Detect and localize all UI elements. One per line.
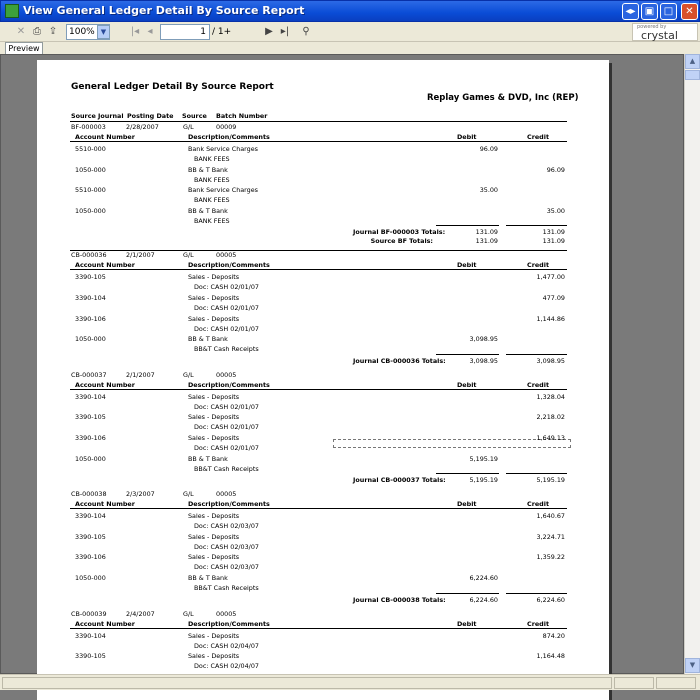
posting-date: 2/1/2007 xyxy=(126,251,155,260)
page-total: / 1+ xyxy=(212,27,232,37)
debit-amount: 3,098.95 xyxy=(469,335,498,344)
line-comment: Doc: CASH 02/01/07 xyxy=(194,324,259,333)
credit-amount: 3,224.71 xyxy=(536,532,565,541)
col-debit-header: Debit xyxy=(457,261,477,270)
credit-amount: 1,328.04 xyxy=(536,392,565,401)
col-desc-header: Description/Comments xyxy=(188,133,270,141)
line-comment: Doc: CASH 02/04/07 xyxy=(194,662,259,671)
line-comment: Doc: CASH 02/03/07 xyxy=(194,542,259,551)
col-account-header: Account Number xyxy=(75,500,135,509)
line-description: Sales - Deposits xyxy=(188,294,240,302)
line-comment: BANK FEES xyxy=(194,175,230,184)
export-icon[interactable]: ⇪ xyxy=(48,26,58,37)
posting-date: 2/4/2007 xyxy=(126,609,155,618)
restore-icon[interactable]: ◂▸ xyxy=(622,3,639,20)
batch-number: 00005 xyxy=(216,251,237,260)
col-account-header: Account Number xyxy=(75,619,135,628)
batch-number: 00005 xyxy=(216,609,237,618)
col-credit-header: Credit xyxy=(527,133,549,141)
source-code: G/L xyxy=(183,370,194,379)
credit-amount: 1,649.13 xyxy=(536,434,565,442)
line-comment: Doc: CASH 02/01/07 xyxy=(194,402,259,411)
debit-amount: 35.00 xyxy=(479,186,498,195)
total-rule xyxy=(436,354,499,355)
col-account-header: Account Number xyxy=(75,261,135,270)
total-rule xyxy=(506,354,567,355)
prev-page-icon[interactable]: ◂ xyxy=(147,26,153,37)
col-credit-header: Credit xyxy=(527,619,549,628)
account-number: 1050-000 xyxy=(75,454,106,463)
status-pane xyxy=(656,677,696,689)
help-icon[interactable]: ▣ xyxy=(641,3,658,20)
posting-date: 2/1/2007 xyxy=(126,370,155,379)
status-pane xyxy=(614,677,654,689)
line-description: Sales - Deposits xyxy=(188,434,240,442)
batch-number: 00009 xyxy=(216,123,237,131)
posting-date: 2/3/2007 xyxy=(126,490,155,499)
credit-amount: 874.20 xyxy=(542,631,565,640)
account-number: 5510-000 xyxy=(75,145,106,153)
header-source: Source xyxy=(182,112,207,120)
header-posting-date: Posting Date xyxy=(127,112,174,120)
credit-amount: 35.00 xyxy=(546,206,565,215)
powered-by-label: powered by xyxy=(637,24,667,30)
line-comment: Doc: CASH 02/01/07 xyxy=(194,423,259,432)
total-rule xyxy=(436,473,499,474)
line-comment: BB&T Cash Receipts xyxy=(194,464,259,473)
tab-strip xyxy=(0,42,700,54)
col-credit-header: Credit xyxy=(527,261,549,270)
account-number: 3390-104 xyxy=(75,392,106,401)
line-comment: Doc: CASH 02/01/07 xyxy=(194,304,259,312)
source-code: G/L xyxy=(183,609,194,618)
account-number: 3390-105 xyxy=(75,273,106,282)
divider xyxy=(70,269,567,270)
report-title: General Ledger Detail By Source Report xyxy=(71,82,274,92)
line-description: Sales - Deposits xyxy=(188,273,240,282)
line-comment: Doc: CASH 02/03/07 xyxy=(194,522,259,531)
crystal-logo xyxy=(632,23,698,41)
line-comment: BB&T Cash Receipts xyxy=(194,584,259,592)
account-number: 1050-000 xyxy=(75,574,106,582)
account-number: 3390-106 xyxy=(75,553,106,562)
account-number: 5510-000 xyxy=(75,186,106,195)
journal-number: CB-000037 xyxy=(71,370,107,379)
first-page-icon[interactable]: |◂ xyxy=(130,26,140,37)
account-number: 3390-104 xyxy=(75,512,106,521)
close-button[interactable]: ✕ xyxy=(681,3,698,20)
header-batch-number: Batch Number xyxy=(216,112,268,120)
line-description: Sales - Deposits xyxy=(188,314,240,323)
account-number: 3390-105 xyxy=(75,413,106,422)
credit-amount: 477.09 xyxy=(542,294,565,302)
debit-amount: 96.09 xyxy=(479,145,498,153)
line-description: BB & T Bank xyxy=(188,574,228,582)
account-number: 1050-000 xyxy=(75,165,106,174)
scroll-thumb[interactable] xyxy=(685,70,700,80)
credit-amount: 1,144.86 xyxy=(536,314,565,323)
line-description: Sales - Deposits xyxy=(188,631,240,640)
col-desc-header: Description/Comments xyxy=(188,500,270,509)
journal-totals-label: Journal CB-000037 Totals: xyxy=(353,476,446,485)
account-number: 1050-000 xyxy=(75,206,106,215)
line-comment: Doc: CASH 02/04/07 xyxy=(194,641,259,650)
total-rule xyxy=(506,225,567,226)
report-viewport xyxy=(0,54,684,674)
journal-number: CB-000039 xyxy=(71,609,107,618)
print-icon[interactable]: ⎙ xyxy=(33,26,41,37)
account-number: 3390-106 xyxy=(75,434,106,442)
total-debit: 131.09 xyxy=(475,228,498,237)
zoom-select[interactable]: 100% xyxy=(66,24,110,40)
credit-amount: 1,164.48 xyxy=(536,652,565,661)
next-page-icon[interactable]: ▶ xyxy=(265,26,273,37)
line-comment: BANK FEES xyxy=(194,216,230,225)
col-debit-header: Debit xyxy=(457,500,477,509)
account-number: 3390-106 xyxy=(75,314,106,323)
status-pane xyxy=(2,677,612,689)
line-comment: Doc: CASH 02/03/07 xyxy=(194,563,259,572)
col-debit-header: Debit xyxy=(457,619,477,628)
journal-totals-label: Journal CB-000036 Totals: xyxy=(353,356,446,365)
crystal-label: crystal xyxy=(641,29,678,42)
credit-amount: 96.09 xyxy=(546,165,565,174)
close-report-icon[interactable]: ✕ xyxy=(16,26,26,37)
line-description: Sales - Deposits xyxy=(188,532,240,541)
total-credit: 131.09 xyxy=(542,228,565,237)
total-credit: 3,098.95 xyxy=(536,356,565,365)
divider xyxy=(70,389,567,390)
divider xyxy=(70,628,567,629)
journal-number: BF-000003 xyxy=(71,123,106,131)
posting-date: 2/28/2007 xyxy=(126,123,159,131)
page-number-input[interactable]: 1 xyxy=(160,24,210,40)
report-page xyxy=(37,60,609,700)
batch-number: 00005 xyxy=(216,370,237,379)
line-description: Sales - Deposits xyxy=(188,652,240,661)
maximize-button[interactable]: □ xyxy=(660,3,677,20)
line-comment: Doc: CASH 02/01/07 xyxy=(194,444,259,452)
company-name: Replay Games & DVD, Inc (REP) xyxy=(427,93,579,103)
line-description: BB & T Bank xyxy=(188,206,228,215)
app-icon xyxy=(5,4,19,18)
credit-amount: 1,640.67 xyxy=(536,512,565,521)
account-number: 1050-000 xyxy=(75,335,106,344)
batch-number: 00005 xyxy=(216,490,237,499)
total-credit: 6,224.60 xyxy=(536,595,565,604)
total-debit: 6,224.60 xyxy=(469,595,498,604)
col-credit-header: Credit xyxy=(527,380,549,389)
col-debit-header: Debit xyxy=(457,380,477,389)
last-page-icon[interactable]: ▸| xyxy=(280,26,290,37)
chevron-down-icon[interactable]: ▼ xyxy=(97,25,110,39)
source-total-credit: 131.09 xyxy=(542,237,565,246)
journal-totals-label: Journal CB-000038 Totals: xyxy=(353,595,446,604)
line-description: Bank Service Charges xyxy=(188,186,258,195)
search-icon[interactable]: ⚲ xyxy=(302,26,310,37)
divider xyxy=(70,508,567,509)
debit-amount: 5,195.19 xyxy=(469,454,498,463)
col-desc-header: Description/Comments xyxy=(188,261,270,270)
tab-preview[interactable]: Preview xyxy=(5,42,43,54)
total-credit: 5,195.19 xyxy=(536,476,565,485)
source-code: G/L xyxy=(183,251,194,260)
debit-amount: 6,224.60 xyxy=(469,574,498,582)
col-desc-header: Description/Comments xyxy=(188,619,270,628)
line-description: Sales - Deposits xyxy=(188,512,240,521)
scroll-up-icon[interactable]: ▲ xyxy=(685,54,700,69)
line-comment: BB&T Cash Receipts xyxy=(194,345,259,354)
scroll-down-icon[interactable]: ▼ xyxy=(685,658,700,673)
source-code: G/L xyxy=(183,490,194,499)
line-description: Bank Service Charges xyxy=(188,145,258,153)
col-credit-header: Credit xyxy=(527,500,549,509)
account-number: 3390-104 xyxy=(75,631,106,640)
divider xyxy=(70,141,567,142)
total-rule xyxy=(506,473,567,474)
journal-totals-label: Journal BF-000003 Totals: xyxy=(353,228,446,237)
credit-amount: 1,477.00 xyxy=(536,273,565,282)
divider xyxy=(70,121,567,122)
toolbar xyxy=(0,22,700,42)
line-description: Sales - Deposits xyxy=(188,392,240,401)
total-rule xyxy=(436,225,499,226)
col-debit-header: Debit xyxy=(457,133,477,141)
journal-number: CB-000036 xyxy=(71,251,107,260)
line-description: BB & T Bank xyxy=(188,335,228,344)
line-description: Sales - Deposits xyxy=(188,553,240,562)
line-comment: BANK FEES xyxy=(194,196,230,205)
status-bar xyxy=(0,674,700,690)
credit-amount: 1,359.22 xyxy=(536,553,565,562)
title-bar xyxy=(0,0,700,22)
credit-amount: 2,218.02 xyxy=(536,413,565,422)
window-title: View General Ledger Detail By Source Report xyxy=(23,4,305,17)
line-description: BB & T Bank xyxy=(188,165,228,174)
header-source-journal: Source Journal xyxy=(71,112,124,120)
total-debit: 5,195.19 xyxy=(469,476,498,485)
account-number: 3390-105 xyxy=(75,652,106,661)
total-rule xyxy=(506,593,567,594)
col-account-header: Account Number xyxy=(75,133,135,141)
col-desc-header: Description/Comments xyxy=(188,380,270,389)
account-number: 3390-104 xyxy=(75,294,106,302)
col-account-header: Account Number xyxy=(75,380,135,389)
journal-number: CB-000038 xyxy=(71,490,107,499)
line-description: BB & T Bank xyxy=(188,454,228,463)
account-number: 3390-105 xyxy=(75,532,106,541)
source-totals-label: Source BF Totals: xyxy=(370,237,433,246)
line-comment: Doc: CASH 02/01/07 xyxy=(194,283,259,292)
line-comment: BANK FEES xyxy=(194,155,230,163)
total-debit: 3,098.95 xyxy=(469,356,498,365)
source-total-debit: 131.09 xyxy=(475,237,498,246)
vertical-scrollbar[interactable] xyxy=(684,54,700,674)
line-description: Sales - Deposits xyxy=(188,413,240,422)
total-rule xyxy=(436,593,499,594)
source-code: G/L xyxy=(183,123,194,131)
